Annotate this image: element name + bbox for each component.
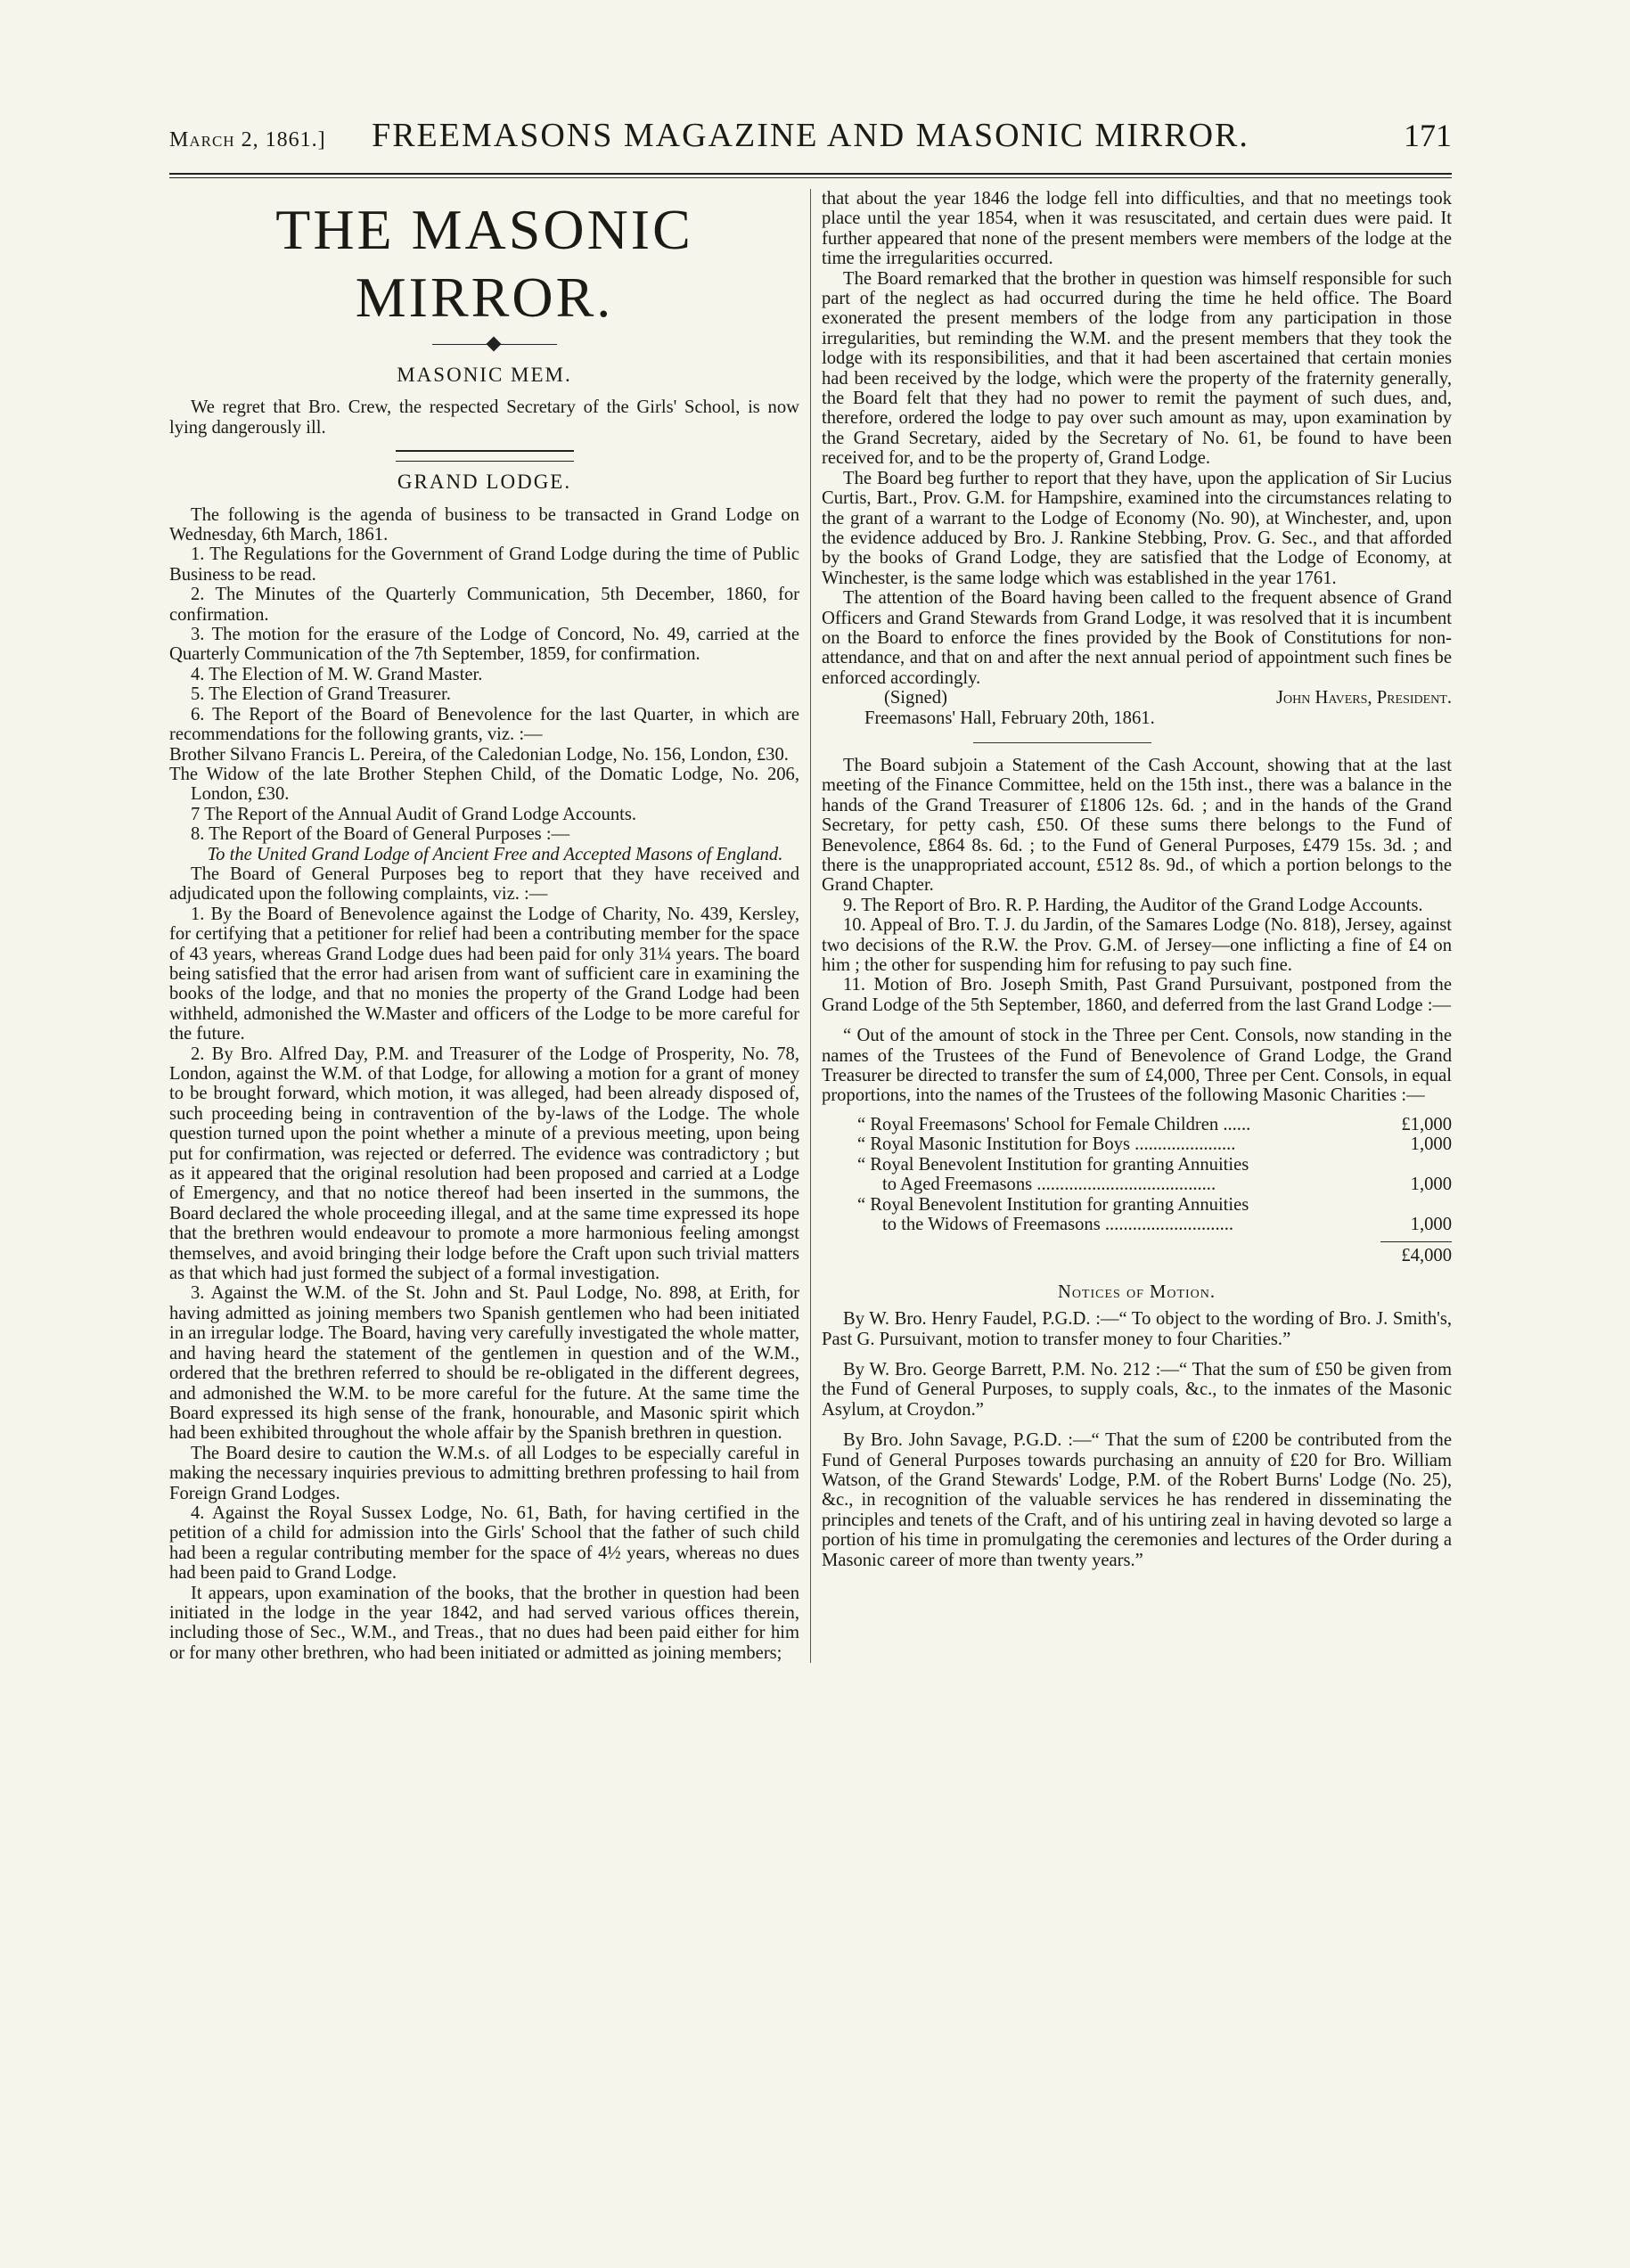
report-dateline: Freemasons' Hall, February 20th, 1861. <box>864 708 1155 728</box>
ornament-diamond-icon <box>487 337 502 352</box>
cash-account-paragraph: The Board subjoin a Statement of the Cash Account, showing that at the last meeting of the Finance Committee, held on the 15th inst., there was a balance in the hands of the Grand Treasurer of £1806 12s. 6d. ; and in the hands of the Grand Secretary, for petty cash, £50. Of these sums there belongs to the Fund of Benevolence, £864 8s. 6d. ; to the Fund of General Purposes, £479 15s. 3d. ; and there is the unappropriated account, £512 8s. 9d., of which a portion belongs to the Grand Chapter. <box>822 755 1452 896</box>
board-remarked-paragraph: The Board remarked that the brother in question was himself responsible for such part of the neglect as had occurred during the time he held office. The Board exonerated the present members of the lodge from any participation in those irregularities, but reminding the W.M. and the present members that they took the lodge with its responsibilities, and that it had been ascertained that certain monies had been received by the lodge, which were the property of the fraternity generally, the Board felt that they had no power to remit the payment of such dues, and, therefore, ordered the lodge to pay over such amount as may, upon examination by the Grand Secretary, aided by the Secretary of No. 61, be found to have been received for, and to be the property of, Grand Lodge. <box>822 268 1452 469</box>
short-divider <box>973 742 1151 743</box>
page-number: 171 <box>1404 118 1452 153</box>
caution-paragraph: The Board desire to caution the W.M.s. of all Lodges to be especially careful in making the necessary inquiries previous to admitting brethren professing to hail from Foreign Grand Lodges. <box>169 1443 799 1503</box>
charity-name: “ Royal Freemasons' School for Female Children ...... <box>857 1114 1251 1134</box>
section-divider <box>396 450 574 462</box>
agenda-item-6: 6. The Report of the Board of Benevolence for the last Quarter, in which are recommendations for the following grants, viz. :— <box>169 704 799 745</box>
complaint-2: 2. By Bro. Alfred Day, P.M. and Treasurer of the Lodge of Prosperity, No. 78, London, against the W.M. of that Lodge, for allowing a motion for a grant of money to be brought forward, which motion, it was alleged, had been already disposed of, such proceeding being in contravention of the by-laws of the Lodge. The whole question turned upon the point whether a minute of a previous meeting, upon being put for confirmation, was rejected or deferred. The evidence was contradictory ; but as it appeared that the original resolution had been proposed and carried at a Lodge of Emergency, and that no notice thereof had been inserted in the summons, the Board declared the whole proceeding illegal, and at the same time expressed its hope that the brethren would endeavour to promote a more harmonious feeling amongst themselves, and avoid bringing their lodge before the Craft upon such trivial matters as that which had just formed the subject of a formal investigation. <box>169 1044 799 1284</box>
charity-name: “ Royal Benevolent Institution for granting Annuities <box>857 1194 1249 1215</box>
grant-1: Brother Silvano Francis L. Pereira, of the Caledonian Lodge, No. 156, London, £30. <box>169 744 789 765</box>
title-ornament <box>169 333 799 356</box>
attention-paragraph: The attention of the Board having been called to the frequent absence of Grand Officers and Grand Stewards from Grand Lodge, it was resolved that it is incumbent on the Board to enforce the fines provided by the Book of Constitutions for non-attendance, and that on and after the next annual period of appointment such fines be enforced accordingly. <box>822 588 1452 688</box>
section-title: THE MASONIC MIRROR. <box>275 198 693 329</box>
spacer <box>822 1015 1452 1026</box>
mem-paragraph: We regret that Bro. Crew, the respected Secretary of the Girls' School, is now lying dangerously ill. <box>169 397 799 438</box>
agenda-item-1: 1. The Regulations for the Government of Grand Lodge during the time of Public Business to be read. <box>169 544 799 585</box>
left-column <box>169 189 810 1663</box>
masonic-mem-heading: MASONIC MEM. <box>397 364 572 386</box>
board-further-paragraph: The Board beg further to report that they have, upon the application of Sir Lucius Curtis, Bart., Prov. G.M. for Hampshire, examined into the circumstances relating to the grant of a warrant to the Lodge of Economy (No. 90), at Winchester, and, upon the evidence adduced by Bro. J. Rankine Stebbing, Prov. G. Sec., and that afforded by the books of Grand Lodge, they are satisfied that the Lodge of Economy, at Winchester, is the same lodge which was established in the year 1761. <box>822 468 1452 588</box>
agenda-item-5: 5. The Election of Grand Treasurer. <box>191 684 451 705</box>
charity-total: £4,000 <box>1401 1246 1452 1266</box>
header-rule <box>169 173 1452 178</box>
total-rule <box>1380 1241 1452 1242</box>
charity-name: “ Royal Benevolent Institution for granting Annuities <box>857 1154 1249 1175</box>
signed-label: (Signed) <box>884 688 947 708</box>
notices-heading: Notices of Motion. <box>1057 1281 1216 1302</box>
signature-line <box>822 688 1452 708</box>
charity-row <box>857 1195 1452 1235</box>
agenda-item-2: 2. The Minutes of the Quarterly Communication, 5th December, 1860, for confirmation. <box>169 585 799 625</box>
charity-amount: 1,000 <box>1410 1214 1452 1234</box>
charity-name-cont: to Aged Freemasons ....................................... <box>882 1175 1216 1195</box>
agenda-item-8: 8. The Report of the Board of General Purposes :— <box>191 824 570 845</box>
agenda-item-9: 9. The Report of Bro. R. P. Harding, the Auditor of the Grand Lodge Accounts. <box>843 895 1423 915</box>
agenda-intro: The following is the agenda of business to be transacted in Grand Lodge on Wednesday, 6th March, 1861. <box>169 504 799 545</box>
charity-subrow <box>857 1175 1452 1194</box>
notice-3: By Bro. John Savage, P.G.D. :—“ That the sum of £200 be contributed from the Fund of General Purposes towards purchasing an annuity of £20 for Bro. William Watson, of the Grand Stewards' Lodge, P.M. of the Robert Burns' Lodge (No. 25), &c., in recognition of the valuable services he has rendered in disseminating the principles and tenets of the Craft, and of his untiring zeal in having devoted so large a portion of his time in promulgating the ceremonies and lectures of the Order during a Masonic career of more than twenty years.” <box>822 1430 1452 1570</box>
spacer <box>822 1420 1452 1430</box>
report-address: To the United Grand Lodge of Ancient Free and Accepted Masons of England. <box>207 844 783 864</box>
complaint-4: 4. Against the Royal Sussex Lodge, No. 61, Bath, for having certified in the petition of a child for admission into the Girls' School that the father of such child had been a regular contributing member for the space of 4½ years, whereas no dues had been paid to Grand Lodge. <box>169 1502 799 1584</box>
agenda-item-11: 11. Motion of Bro. Joseph Smith, Past Grand Pursuivant, postponed from the Grand Lodge of the 5th September, 1860, and deferred from the last Grand Lodge :— <box>822 975 1452 1015</box>
agenda-item-7: 7 The Report of the Annual Audit of Grand Lodge Accounts. <box>191 804 637 824</box>
grant-2: The Widow of the late Brother Stephen Child, of the Domatic Lodge, No. 206, London, £30. <box>169 764 799 805</box>
appears-paragraph: It appears, upon examination of the books, that the brother in question had been initiated in the lodge in the year 1842, and had served various offices therein, including those of Sec., W.M., and Treas., that no dues had been paid either for him or for many other brethren, who had been initiated or admitted as joining members; <box>169 1583 799 1663</box>
bgp-intro: The Board of General Purposes beg to report that they have received and adjudicated upon the following complaints, viz. :— <box>169 864 799 905</box>
motion-quote: “ Out of the amount of stock in the Three per Cent. Consols, now standing in the names of the Trustees of the Fund of Benevolence of Grand Lodge, the Grand Treasurer be directed to transfer the sum of £4,000, Three per Cent. Consols, in equal proportions, into the names of the Trustees of the following Masonic Charities :— <box>822 1026 1452 1106</box>
charity-row <box>857 1115 1452 1134</box>
two-column-body <box>169 189 1452 1663</box>
charity-amount: £1,000 <box>1401 1114 1452 1134</box>
agenda-item-3: 3. The motion for the erasure of the Lodge of Concord, No. 49, carried at the Quarterly Communication of the 7th September, 1859, for confirmation. <box>169 625 799 665</box>
continuation-paragraph: that about the year 1846 the lodge fell into difficulties, and that no meetings took place until the year 1854, when it was resuscitated, and certain dues were paid. It further appeared that none of the present members were members of the lodge at the time the irregularities occurred. <box>822 189 1452 269</box>
signatory-name: John Havers, President. <box>1275 688 1452 708</box>
notice-2: By W. Bro. George Barrett, P.M. No. 212 :—“ That the sum of £50 be given from the Fund of General Purposes, to supply coals, &c., to the inmates of the Masonic Asylum, at Croydon.” <box>822 1359 1452 1420</box>
charity-list <box>857 1115 1452 1266</box>
complaint-3: 3. Against the W.M. of the St. John and St. Paul Lodge, No. 898, at Erith, for having admitted as joining members two Spanish gentlemen who had been initiated in an irregular lodge. The Board, having very carefully investigated the whole matter, and having heard the statement of the gentlemen in question and of the W.M., ordered that the brethren referred to should be re-obligated in the different degrees, and admonished the W.M. to be more careful for the future. At the same time the Board expressed its high sense of the frank, honourable, and Masonic spirit which had been exhibited throughout the whole affair by the Spanish brethren in question. <box>169 1283 799 1444</box>
agenda-item-10: 10. Appeal of Bro. T. J. du Jardin, of the Samares Lodge (No. 818), Jersey, against two decisions of the R.W. the Prov. G.M. of Jersey—one inflicting a fine of £4 on him ; the other for suspending him for refusing to pay such fine. <box>822 915 1452 976</box>
magazine-title: FREEMASONS MAGAZINE AND MASONIC MIRROR. <box>372 117 1249 154</box>
notice-1: By W. Bro. Henry Faudel, P.G.D. :—“ To object to the wording of Bro. J. Smith's, Past G. Pursuivant, motion to transfer money to four Charities.” <box>822 1309 1452 1349</box>
issue-date: March 2, 1861.] <box>169 128 326 151</box>
charity-name: “ Royal Masonic Institution for Boys ...................... <box>857 1134 1236 1155</box>
charity-row <box>857 1155 1452 1195</box>
spacer <box>822 1349 1452 1360</box>
running-head <box>169 116 1452 160</box>
charity-subrow <box>857 1215 1452 1234</box>
charity-name-cont: to the Widows of Freemasons ............................ <box>882 1214 1234 1234</box>
grand-lodge-heading: GRAND LODGE. <box>397 471 572 494</box>
charity-amount: 1,000 <box>1410 1134 1452 1155</box>
right-column <box>810 189 1452 1663</box>
complaint-1: 1. By the Board of Benevolence against the Lodge of Charity, No. 439, Kersley, for certifying that a petitioner for relief had been a contributing member for the space of 43 years, whereas Grand Lodge dues had been paid for only 31¼ years. The board being satisfied that the error had arisen from want of sufficient care in examining the books of the lodge, and that no monies the property of the Grand Lodge had been withheld, admonished the W.Master and officers of the Lodge to be more careful for the future. <box>169 904 799 1044</box>
agenda-item-4: 4. The Election of M. W. Grand Master. <box>191 664 483 684</box>
charity-row <box>857 1134 1452 1154</box>
charity-amount: 1,000 <box>1410 1175 1452 1195</box>
